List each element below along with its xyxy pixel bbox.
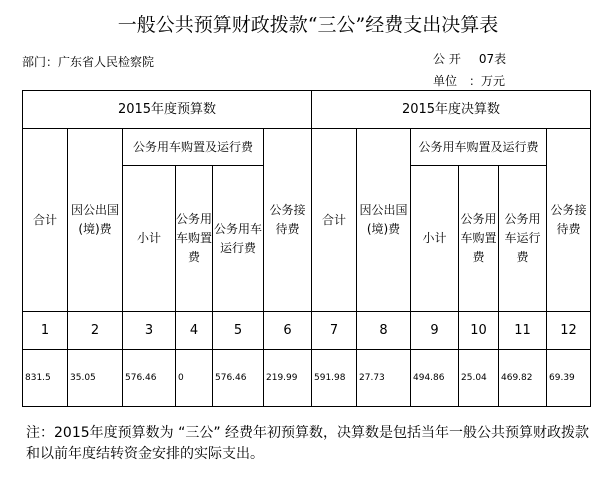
final-reception-header: 公务接待费: [547, 129, 591, 312]
column-number: 11: [499, 312, 547, 350]
budget-header: 2015年度预算数: [23, 91, 312, 129]
column-number: 6: [264, 312, 312, 350]
final-purchase-header: 公务用车购置费: [459, 166, 499, 312]
value-budget-total: 831.5: [23, 350, 68, 407]
column-number: 3: [123, 312, 176, 350]
header-row-groups: [23, 129, 591, 166]
column-number: 5: [213, 312, 264, 350]
department-line: [22, 53, 154, 70]
final-subtotal-header: 小计: [411, 166, 459, 312]
budget-total-header: 合计: [23, 129, 68, 312]
header-row-years: [23, 91, 591, 129]
budget-table: [22, 90, 591, 407]
disclosure-line: [433, 50, 506, 67]
value-budget-subtotal: 576.46: [123, 350, 176, 407]
budget-operation-header: 公务用车运行费: [213, 166, 264, 312]
value-final-reception: 69.39: [547, 350, 591, 407]
value-final-purchase: 25.04: [459, 350, 499, 407]
final-abroad-header: 因公出国(境)费: [357, 129, 411, 312]
column-number: 7: [312, 312, 357, 350]
budget-subtotal-header: 小计: [123, 166, 176, 312]
value-final-total: 591.98: [312, 350, 357, 407]
column-number: 12: [547, 312, 591, 350]
department-label: 部门：: [22, 55, 59, 69]
column-number: 9: [411, 312, 459, 350]
value-final-subtotal: 494.86: [411, 350, 459, 407]
value-budget-purchase: 0: [176, 350, 213, 407]
budget-vehicle-header: 公务用车购置及运行费: [123, 129, 264, 166]
final-total-header: 合计: [312, 129, 357, 312]
final-operation-header: 公务用车运行费: [499, 166, 547, 312]
value-budget-abroad: 35.05: [68, 350, 123, 407]
page-title: 一般公共预算财政拨款“三公”经费支出决算表: [117, 14, 499, 36]
department-value: 广东省人民检察院: [58, 55, 155, 69]
column-number-row: [23, 312, 591, 350]
final-header: 2015年度决算数: [312, 91, 591, 129]
column-number: 1: [23, 312, 68, 350]
budget-reception-header: 公务接待费: [264, 129, 312, 312]
form-number: 07表: [478, 52, 507, 66]
value-final-abroad: 27.73: [357, 350, 411, 407]
column-number: 10: [459, 312, 499, 350]
footnote: 注：2015年度预算数为 “三公” 经费年初预算数，决算数是包括当年一般公共预算财政拨款和以前年度结转资金安排的实际支出。: [26, 425, 590, 462]
unit-value: ：万元: [469, 74, 506, 88]
value-budget-reception: 219.99: [264, 350, 312, 407]
final-vehicle-header: 公务用车购置及运行费: [411, 129, 547, 166]
budget-purchase-header: 公务用车购置费: [176, 166, 213, 312]
column-number: 8: [357, 312, 411, 350]
value-budget-operation: 576.46: [213, 350, 264, 407]
unit-line: [433, 72, 505, 89]
column-number: 2: [68, 312, 123, 350]
budget-abroad-header: 因公出国(境)费: [68, 129, 123, 312]
unit-label: 单位: [433, 74, 458, 88]
values-row: [23, 350, 591, 407]
value-final-operation: 469.82: [499, 350, 547, 407]
disclosure-label: 公 开: [433, 52, 461, 66]
column-number: 4: [176, 312, 213, 350]
